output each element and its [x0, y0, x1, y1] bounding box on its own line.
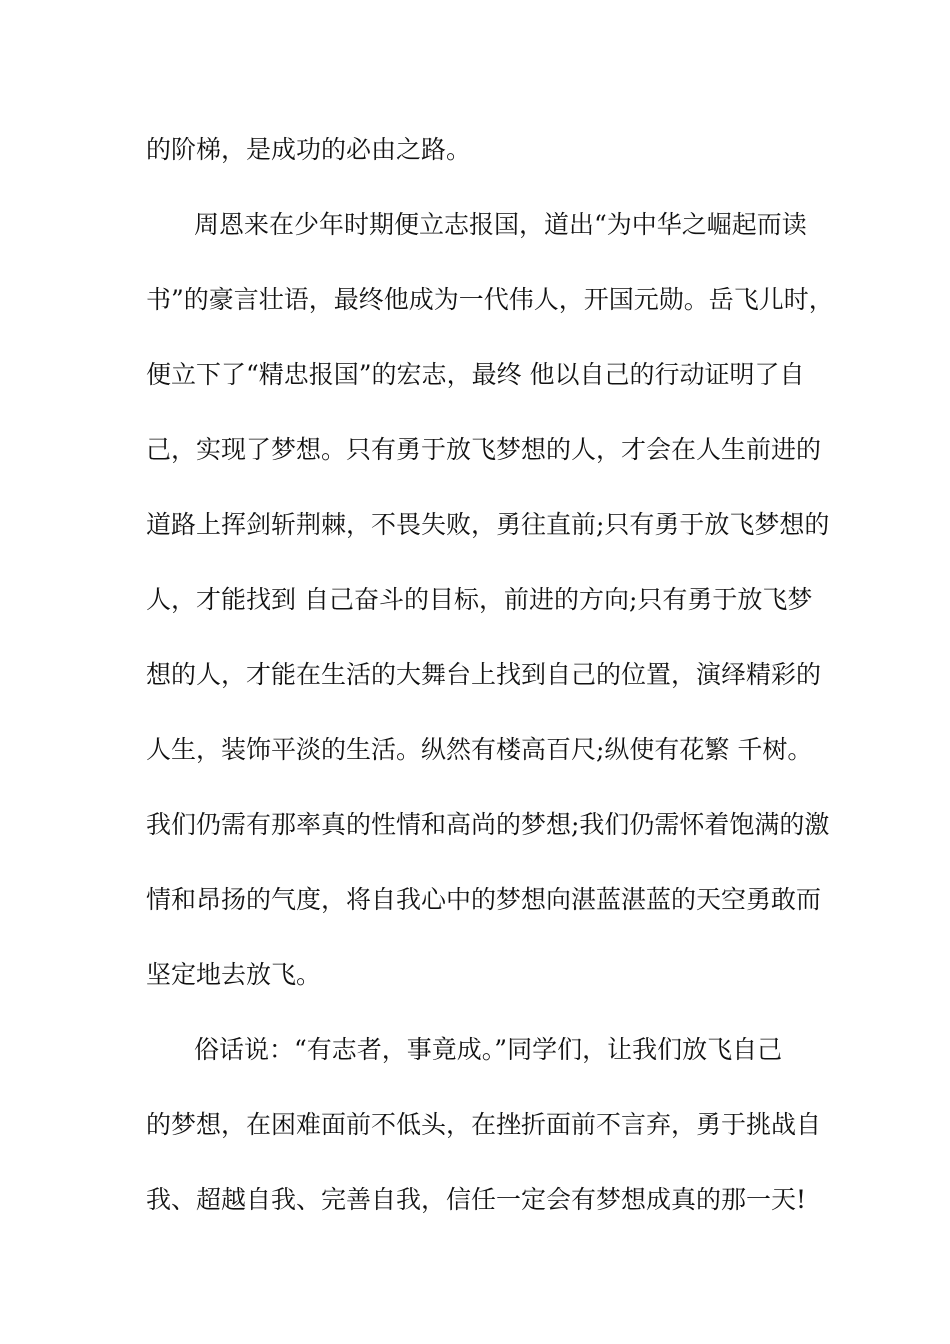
text-line: 便立下了“精忠报国”的宏志，最终 他以自己的行动证明了自	[146, 360, 805, 389]
text-line: 人，才能找到 自己奋斗的目标，前进的方向;只有勇于放飞梦	[146, 585, 813, 614]
text-line: 坚定地去放飞。	[146, 960, 322, 989]
text-line: 人生，装饰平淡的生活。纵然有楼高百尺;纵使有花繁 千树。	[146, 735, 813, 764]
text-line: 我们仍需有那率真的性情和高尚的梦想;我们仍需怀着饱满的激	[146, 810, 830, 839]
text-line: 周恩来在少年时期便立志报国，道出“为中华之崛起而读	[194, 210, 807, 239]
text-line: 情和昂扬的气度，将自我心中的梦想向湛蓝湛蓝的天空勇敢而	[146, 885, 822, 914]
text-line: 的阶梯，是成功的必由之路。	[146, 135, 472, 164]
text-line: 想的人，才能在生活的大舞台上找到自己的位置，演绎精彩的	[146, 660, 822, 689]
text-line: 的梦想，在困难面前不低头，在挫折面前不言弃，勇于挑战自	[146, 1110, 822, 1139]
text-line: 道路上挥剑斩荆棘，不畏失败，勇往直前;只有勇于放飞梦想的	[146, 510, 830, 539]
text-line: 己，实现了梦想。只有勇于放飞梦想的人，才会在人生前进的	[146, 435, 822, 464]
text-line: 俗话说：“有志者，事竟成。”同学们，让我们放飞自己	[194, 1035, 783, 1064]
text-line: 书”的豪言壮语，最终他成为一代伟人，开国元勋。岳飞儿时，	[146, 285, 834, 314]
text-line: 我、超越自我、完善自我，信任一定会有梦想成真的那一天!	[146, 1185, 807, 1214]
